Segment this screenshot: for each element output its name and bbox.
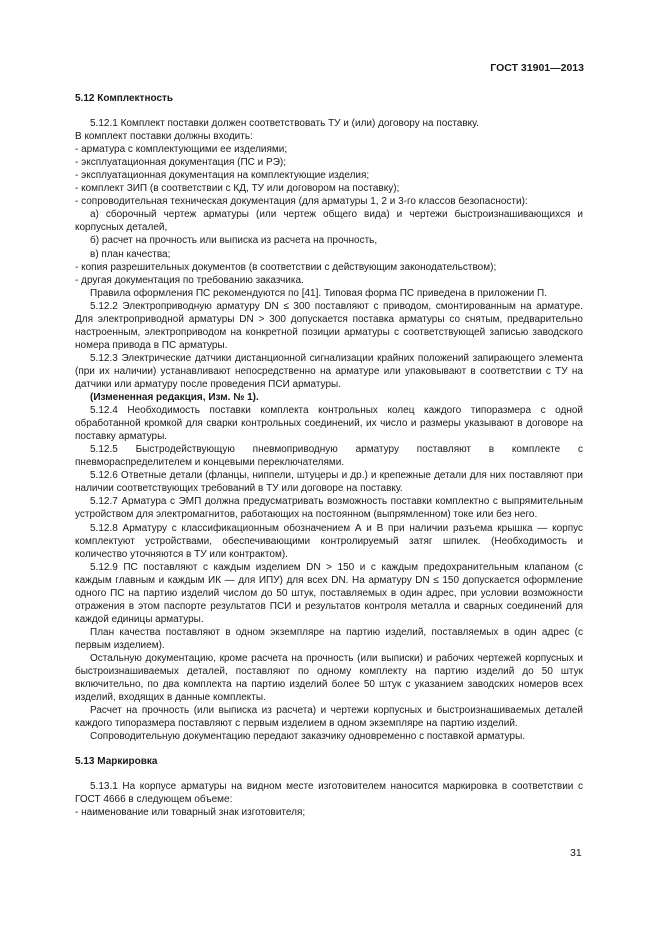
- clause-5-12-4: 5.12.4 Необходимость поставки комплекта контрольных колец каждого типоразмера с одной обработанной кромкой для сварки контрольных соединений, их число и размеры указывают в договоре на поставку арматуры.: [75, 405, 583, 443]
- list-item: - арматура с комплектующими ее изделиями;: [75, 144, 288, 156]
- amendment-note: (Измененная редакция, Изм. № 1).: [90, 392, 259, 404]
- list-item: - копия разрешительных документов (в соответствии с действующим законодательством);: [75, 261, 497, 273]
- section-title-5-13: 5.13 Маркировка: [75, 756, 158, 768]
- document-body: [75, 92, 583, 819]
- paragraph: Правила оформления ПС рекомендуются по [41]. Типовая форма ПС приведена в приложении П.: [90, 287, 547, 299]
- section-title-5-12: 5.12 Комплектность: [75, 93, 174, 104]
- sub-list-item: б) расчет на прочность или выписка из расчета на прочность,: [90, 235, 378, 247]
- paragraph: Остальную документацию, кроме расчета на прочность (или выписки) и рабочих чертежей корпусных и быстроизнашиваемых деталей, поставляют по одному комплекту на партию изделий до 50 штук включительно, по два комплекта на партию изделий более 50 штук с указанием заводских номеров всех изделий, входящих в данные комплекты.: [75, 652, 583, 704]
- list-item: - другая документация по требованию заказчика.: [75, 274, 304, 286]
- page-number: 31: [570, 847, 582, 859]
- document-header: ГОСТ 31901—2013: [490, 62, 584, 74]
- clause-5-12-2: 5.12.2 Электроприводную арматуру DN ≤ 300 поставляют с приводом, смонтированным на арматуре. Для электроприводной арматуры DN > 300 допускается поставка арматуры со снятым, предварительно настроенным, электроприводом на конкретной позиции арматуры с соответствующей записью заводского номера привода в ПС арматуры.: [75, 300, 583, 351]
- clause-5-12-1: 5.12.1 Комплект поставки должен соответствовать ТУ и (или) договору на поставку.: [90, 118, 479, 130]
- list-item: - сопроводительная техническая документация (для арматуры 1, 2 и 3-го классов безопасности):: [75, 196, 528, 208]
- list-item: - комплект ЗИП (в соответствии с КД, ТУ или договором на поставку);: [75, 183, 400, 195]
- sub-list-item: в) план качества;: [90, 248, 171, 260]
- clause-5-12-3: 5.12.3 Электрические датчики дистанционной сигнализации крайних положений запирающего элемента (при их наличии) устанавливают непосредственно на арматуре или упаковывают в соответствии с ТУ на датчики или арматуру после проведения ПСИ арматуры.: [75, 352, 583, 390]
- clause-5-13-1: 5.13.1 На корпусе арматуры на видном месте изготовителем наносится маркировка в соответствии с ГОСТ 4666 в следующем объеме:: [75, 781, 583, 806]
- list-item: - наименование или товарный знак изготовителя;: [75, 807, 306, 819]
- clause-5-12-9: 5.12.9 ПС поставляют с каждым изделием DN > 150 и с каждым предохранительным клапаном (с каждым главным и каждым ИК — для ИПУ) для всех DN. На арматуру DN ≤ 150 допускается оформление одного ПС на партию изделий числом до 50 штук, поставляемых в один адрес, при условии возможности отражения в этом паспорте результатов ПСИ и результатов контроля металла и сварных соединений для каждой единицы арматуры.: [75, 561, 583, 625]
- paragraph: План качества поставляют в одном экземпляре на партию изделий, поставляемых в один адрес (с первым изделием).: [75, 626, 583, 651]
- clause-5-12-5: 5.12.5 Быстродействующую пневмоприводную арматуру поставляют в комплекте с пневмораспределителем и концевыми переключателями.: [75, 444, 583, 469]
- clause-intro: В комплект поставки должны входить:: [75, 131, 253, 143]
- clause-5-12-8: 5.12.8 Арматуру с классификационным обозначением А и В при наличии разъема крышка — корпус комплектуют устройствами, обеспечивающими контролируемый затяг шпилек. (Необходимость и количество уточняются в ТУ или контрактом).: [75, 522, 583, 560]
- list-item: - эксплуатационная документация на комплектующие изделия;: [75, 170, 370, 182]
- list-item: - эксплуатационная документация (ПС и РЭ);: [75, 157, 286, 169]
- clause-5-12-7: 5.12.7 Арматура с ЭМП должна предусматривать возможность поставки комплектно с выпрямительным устройством для электромагнитов, работающих на постоянном (выпрямленном) токе или без него.: [75, 496, 583, 521]
- sub-list-item: а) сборочный чертеж арматуры (или чертеж общего вида) и чертежи быстроизнашивающихся и корпусных деталей,: [75, 209, 583, 234]
- clause-5-12-6: 5.12.6 Ответные детали (фланцы, ниппели, штуцеры и др.) и крепежные детали для них поставляют при наличии соответствующих требований в ТУ или договоре на поставку.: [75, 470, 583, 495]
- paragraph: Расчет на прочность (или выписка из расчета) и чертежи корпусных и быстроизнашиваемых деталей каждого типоразмера поставляют с первым изделием в одном экземпляре на партию изделий.: [75, 705, 583, 730]
- paragraph: Сопроводительную документацию передают заказчику одновременно с поставкой арматуры.: [90, 731, 526, 743]
